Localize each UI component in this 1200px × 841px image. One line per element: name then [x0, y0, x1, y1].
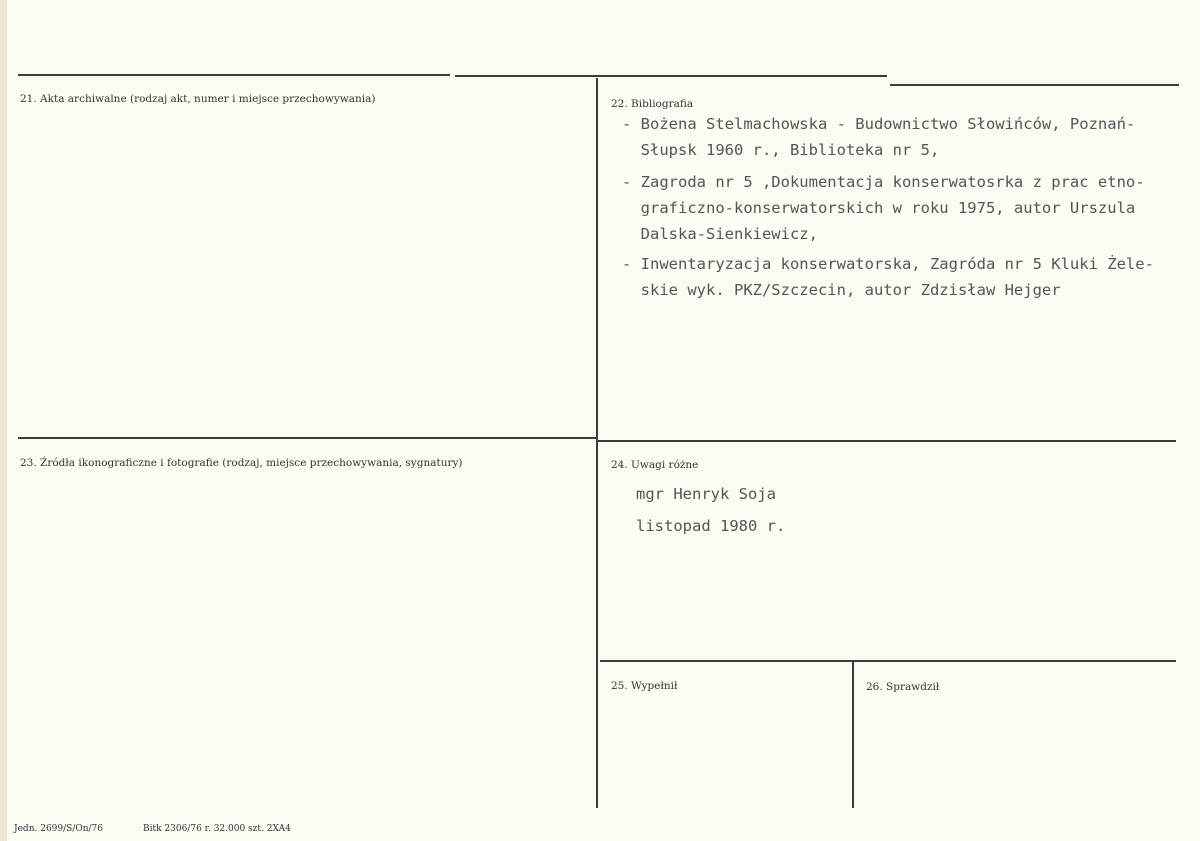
- bibliography-line: graficzno-konserwatorskich w roku 1975, autor Urszula: [622, 199, 1136, 217]
- center-divider: [596, 78, 598, 808]
- author-name: mgr Henryk Soja: [636, 485, 776, 503]
- bibliography-line: - Inwentaryzacja konserwatorska, Zagróda nr 5 Kluki Żele-: [622, 255, 1154, 273]
- section-23-label: 23. Źródła ikonograficzne i fotografie (rodzaj, miejsce przechowywania, sygnatury): [20, 457, 463, 469]
- section-26-label: 26. Sprawdził: [866, 681, 940, 693]
- section-24-label: 24. Uwagi różne: [611, 459, 699, 471]
- paper-edge: [0, 0, 7, 841]
- mid-rule-left: [18, 437, 596, 439]
- bibliography-line: Słupsk 1960 r., Biblioteka nr 5,: [622, 141, 940, 159]
- bibliography-text: [622, 111, 1154, 303]
- section-25-label: 25. Wypełnił: [611, 680, 678, 692]
- top-rule-middle: [455, 75, 887, 77]
- mid-rule-right: [598, 440, 1176, 442]
- signature-rule: [600, 660, 1176, 662]
- remarks-text: [636, 478, 785, 542]
- date-text: listopad 1980 r.: [636, 517, 786, 535]
- bibliography-line: skie wyk. PKZ/Szczecin, autor Zdzisław Hejger: [622, 281, 1061, 299]
- footer-print-info: Bitk 2306/76 r. 32.000 szt. 2XA4: [143, 824, 291, 834]
- bibliography-line: - Bożena Stelmachowska - Budownictwo Słowińców, Poznań-: [622, 115, 1136, 133]
- top-rule-right: [890, 84, 1179, 86]
- section-21-label: 21. Akta archiwalne (rodzaj akt, numer i miejsce przechowywania): [20, 93, 376, 105]
- signature-divider: [852, 662, 854, 808]
- top-rule-left: [18, 74, 450, 76]
- bibliography-line: Dalska-Sienkiewicz,: [622, 225, 818, 243]
- section-22-label: 22. Bibliografia: [611, 98, 694, 110]
- footer-code: Jedn. 2699/S/On/76: [14, 824, 104, 834]
- bibliography-line: - Zagroda nr 5 ,Dokumentacja konserwatosrka z prac etno-: [622, 173, 1145, 191]
